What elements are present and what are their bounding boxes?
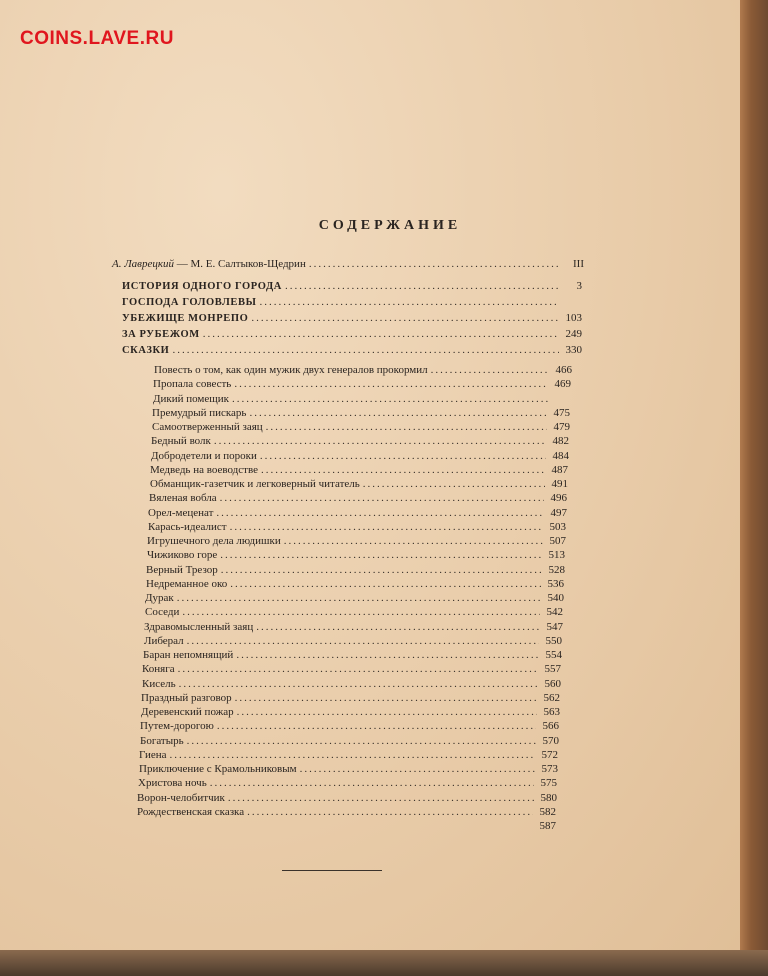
toc-tale-title: Либерал [144,634,184,647]
toc-page-number: 560 [544,677,561,690]
toc-page-number: 536 [547,577,564,590]
leader-dots [249,407,547,420]
toc-page-number: 479 [553,421,570,433]
site-watermark: COINS.LAVE.RU [20,28,174,49]
toc-section-row [122,280,582,293]
toc-page-number: 3 [576,280,582,292]
leader-dots [266,421,547,434]
toc-page-number: 513 [548,549,565,562]
toc-tale-row [140,720,559,733]
toc-tale-title: Кисель [142,677,176,690]
toc-tale-title: Баран непомнящий [143,649,234,661]
toc-page-number: 566 [542,720,559,733]
toc-page-number: 487 [551,463,568,476]
toc-page-number: 572 [541,748,558,761]
toc-page-number: 466 [555,364,572,376]
toc-page-number: 482 [552,435,569,448]
toc-section-title: ИСТОРИЯ ОДНОГО ГОРОДА [122,281,282,292]
toc-tale-row [139,749,558,762]
intro-author: А. Лаврецкий [112,258,174,270]
toc-intro-row [112,258,584,271]
toc-page-number: 542 [546,606,563,619]
leader-dots [234,378,548,391]
toc-tale-title: Коняга [142,663,175,676]
leader-dots [216,507,544,520]
toc-tale-title: Дикий помещик [153,392,229,405]
toc-page-number: 528 [548,563,565,576]
leader-dots [285,280,559,293]
toc-tale-row [141,706,560,719]
toc-tale-row [148,507,567,520]
leader-dots [431,364,549,377]
toc-tale-row [139,763,558,776]
toc-tale-title: Гиена [139,748,167,761]
toc-page-number: 547 [546,620,563,633]
leader-dots [228,792,534,805]
toc-page-number: 557 [544,663,561,676]
toc-page-number: 580 [540,791,557,804]
toc-page-number: 103 [565,312,582,324]
leader-dots [309,258,561,271]
toc-tale-title: Чижиково горе [147,549,218,562]
page-bottom-edge [0,950,768,976]
leader-dots [230,578,541,591]
leader-dots [230,521,543,534]
toc-tale-row [152,407,570,420]
leader-dots [187,635,539,648]
toc-section-row [122,344,582,357]
toc-tale-row [146,564,565,577]
leader-dots [247,806,533,819]
page-title: СОДЕРЖАНИЕ [318,218,462,233]
toc-tale-row [153,378,571,391]
toc-tale-row [148,521,566,534]
toc-page-number: 475 [553,406,570,419]
toc-tale-title: Игрушечного дела людишки [147,535,281,547]
toc-page-number: 582 [539,805,556,818]
toc-page-number: 575 [540,777,557,790]
leader-dots [203,328,559,341]
toc-tale-title: Бедный волк [151,435,211,448]
toc-tale-row [147,535,566,548]
toc-section-title: СКАЗКИ [122,345,170,356]
toc-section-row [122,312,582,325]
leader-dots [232,393,548,406]
leader-dots [261,464,545,477]
leader-dots [187,735,536,748]
toc-page-number: 587 [539,820,556,832]
toc-page-number: 507 [549,535,566,547]
toc-tale-title: Здравомысленный заяц [144,620,254,633]
leader-dots [182,606,540,619]
toc-page-number: 554 [545,649,562,661]
toc-tale-row [144,635,562,648]
toc-tale-title: Соседи [145,606,180,619]
toc-tale-row [144,621,563,634]
leader-dots [236,649,539,662]
toc-tale-title: Верный Трезор [146,563,218,576]
leader-dots [284,535,543,548]
toc-tale-row [136,820,556,833]
toc-tale-row [140,735,559,748]
toc-page-number: 570 [542,734,559,747]
leader-dots [214,435,546,448]
leader-dots [220,492,544,505]
toc-tale-title: Медведь на воеводстве [150,463,258,476]
toc-tale-row [143,649,562,662]
toc-tale-row [137,806,556,819]
toc-tale-title: Богатырь [140,734,184,747]
toc-tale-title: Христова ночь [138,777,207,790]
leader-dots [260,296,559,309]
toc-page-number: 496 [550,492,567,505]
toc-tale-title: Дурак [145,592,174,604]
toc-tale-row [142,678,561,691]
toc-page-number: 484 [552,449,569,462]
toc-tale-row [149,492,567,505]
leader-dots [210,777,534,790]
leader-dots [217,720,536,733]
toc-tale-row [141,692,560,705]
toc-tale-row [142,663,561,676]
leader-dots [300,763,535,776]
toc-tale-row [152,421,570,434]
toc-section-row [122,296,582,309]
toc-tale-row [138,777,557,790]
toc-tale-row [145,592,564,605]
book-spine [740,0,768,976]
toc-tale-title: Обманщик-газетчик и легковерный читатель [150,478,360,490]
toc-tale-row [151,450,569,463]
toc-page-number: 550 [545,634,562,647]
toc-section-title: УБЕЖИЩЕ МОНРЕПО [122,313,249,324]
toc-section-row [122,328,582,341]
toc-page-number: 469 [554,378,571,391]
toc-tale-title: Приключение с Крамольниковым [139,763,297,775]
toc-tale-row [147,549,565,562]
toc-tale-title: Путем-дорогою [140,720,214,733]
toc-page-number: 503 [549,520,566,533]
leader-dots [251,312,559,325]
toc-page-number: 330 [565,344,582,356]
toc-page-number: 540 [547,592,564,604]
toc-tale-title: Деревенский пожар [141,706,234,718]
toc-section-title: ГОСПОДА ГОЛОВЛЕВЫ [122,297,257,308]
leader-dots [363,478,545,491]
toc-section-title: ЗА РУБЕЖОМ [122,329,200,340]
toc-tale-title: Карась-идеалист [148,520,227,533]
toc-page-number: 562 [543,691,560,704]
leader-dots [179,678,538,691]
toc-tale-title: Премудрый пискарь [152,406,247,419]
toc-tale-row [145,606,563,619]
toc-tale-row [146,578,564,591]
leader-dots [237,706,537,719]
toc-tale-row [137,792,557,805]
toc-tale-row [154,364,572,377]
toc-page-number: 573 [541,763,558,775]
leader-dots [169,749,535,762]
leader-dots [177,592,541,605]
leader-dots [235,692,537,705]
toc-tale-title: Пропала совесть [153,378,232,391]
toc-tale-title: Рождественская сказка [137,805,245,818]
toc-tale-row [151,435,569,448]
toc-tale-title: Ворон-челобитчик [137,791,225,804]
toc-page-number: 491 [551,478,568,490]
leader-dots [260,450,546,463]
toc-page-number: 249 [565,328,582,340]
intro-title: — М. Е. Салтыков-Щедрин [173,258,306,270]
toc-tale-row [153,393,571,406]
toc-tale-row [150,464,568,477]
leader-dots [172,344,559,357]
toc-tale-title: Добродетели и пороки [151,449,257,462]
toc-tale-row [150,478,568,491]
toc-page-number: 563 [543,706,560,718]
toc-tale-title: Недреманное око [146,577,228,590]
toc-intro-label [112,258,306,271]
toc-tale-title: Вяленая вобла [149,492,217,505]
leader-dots [256,621,540,634]
toc-tale-title: Повесть о том, как один мужик двух генералов прокормил [154,364,428,376]
leader-dots [220,549,542,562]
closing-rule [282,870,382,871]
leader-dots [178,663,538,676]
leader-dots [221,564,542,577]
toc-page-number: III [573,258,584,270]
toc-tale-title: Самоотверженный заяц [152,421,263,433]
toc-page-number: 497 [550,506,567,519]
toc-tale-title: Праздный разговор [141,691,232,704]
toc-tale-title: Орел-меценат [148,506,214,519]
